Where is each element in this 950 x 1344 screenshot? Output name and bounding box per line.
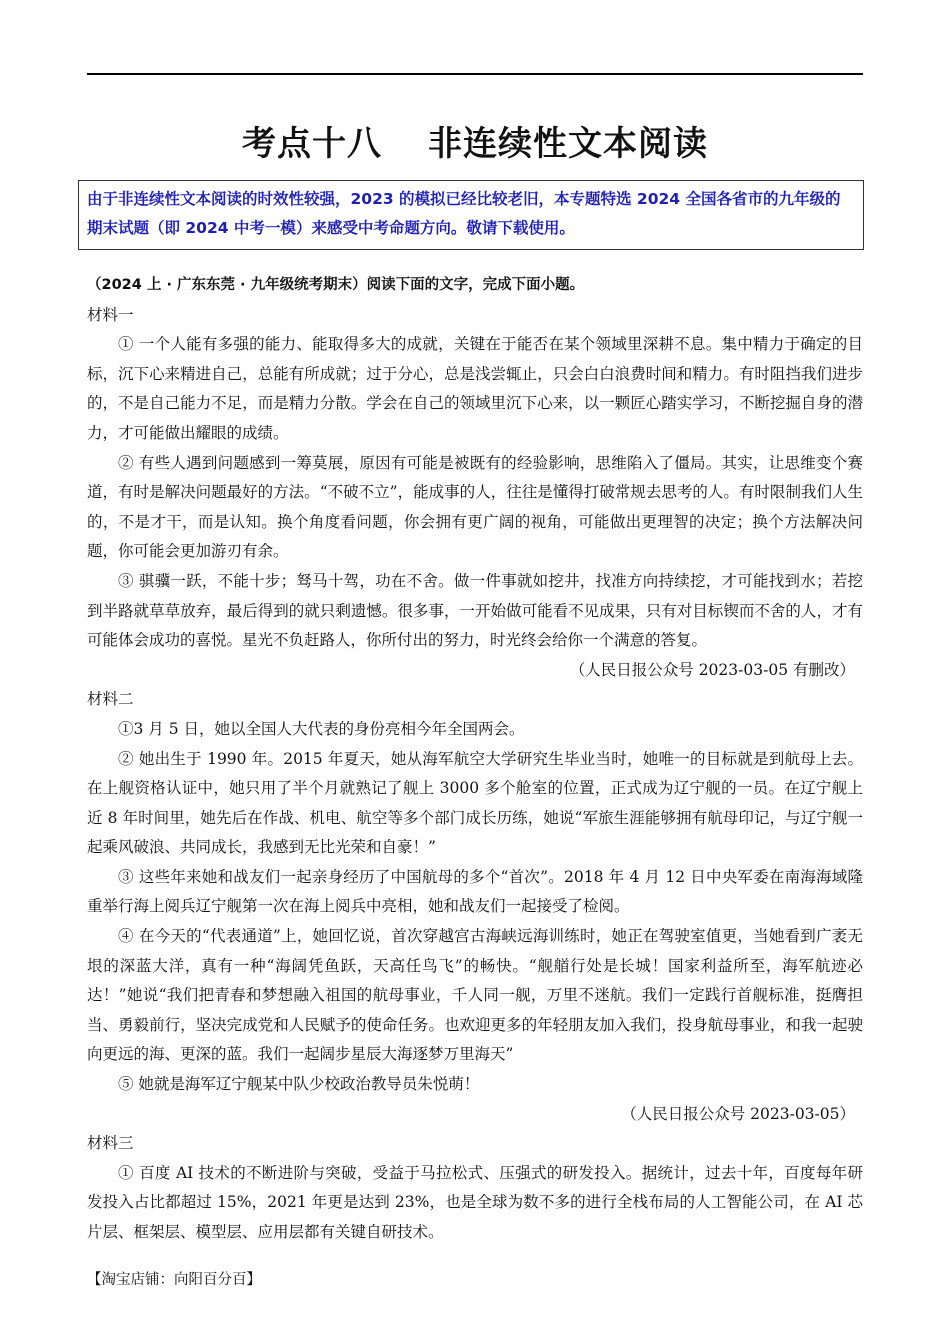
- title-left: 考点十八: [242, 124, 382, 164]
- material-1-paragraph-2: ② 有些人遇到问题感到一筹莫展，原因有可能是被既有的经验影响，思维陷入了僵局。其实，让思维变个赛道，有时是解决问题最好的方法。“不破不立”，能成事的人，往往是懂得打破常规去思考的人。有时限制我们人生的，不是才干，而是认知。换个角度看问题，你会拥有更广阔的视角，可能做出更理智的决定；换个方法解决问题，你可能会更加游刃有余。: [87, 453, 863, 561]
- material-1-paragraph-1: ① 一个人能有多强的能力、能取得多大的成就，关键在于能否在某个领域里深耕不息。集中精力于确定的目标，沉下心来精进自己，总能有所成就；过于分心，总是浅尝辄止，只会白白浪费时间和精力。有时阻挡我们进步的，不是自己能力不足，而是精力分散。学会在自己的领域里沉下心来，以一颗匠心踏实学习，不断挖掘自身的潜力，才可能做出耀眼的成绩。: [87, 335, 863, 442]
- material-3-paragraph-1: ① 百度 AI 技术的不断进阶与突破，受益于马拉松式、压强式的研发投入。据统计，过去十年，百度每年研发投入占比都超过 15%，2021 年更是达到 23%，也是全球为数不多的进行全栈布局的人工智能公司，在 AI 芯片层、框架层、模型层、应用层都有关键自研技术。: [87, 1163, 863, 1241]
- material-2-citation: （人民日报公众号 2023-03-05）: [621, 1104, 855, 1123]
- page-title: [87, 116, 863, 165]
- material-1-label: 材料一: [87, 305, 134, 324]
- header-rule: [87, 73, 863, 75]
- title-right: 非连续性文本阅读: [428, 124, 708, 164]
- notice-box: 由于非连续性文本阅读的时效性较强，2023 的模拟已经比较老旧，本专题特选 2024 全国各省市的九年级的期末试题（即 2024 中考一模）来感受中考命题方向。敬请下载使用。: [78, 180, 864, 250]
- material-1-citation: （人民日报公众号 2023-03-05 有删改）: [569, 660, 855, 679]
- material-2-paragraph-2: ② 她出生于 1990 年。2015 年夏天，她从海军航空大学研究生毕业当时，她唯一的目标就是到航母上去。在上舰资格认证中，她只用了半个月就熟记了舰上 3000 多个舱室的位置，正式成为辽宁舰的一员。在辽宁舰上近 8 年时间里，她先后在作战、机电、航空等多个部门成长历练，她说“军旅生涯能够拥有航母印记，与辽宁舰一起乘风破浪、共同成长，我感到无比光荣和自豪！”: [87, 749, 863, 857]
- material-1-paragraph-3: ③ 骐骥一跃，不能十步；驽马十驾，功在不舍。做一件事就如挖井，找准方向持续挖，才可能找到水；若挖到半路就草草放弃，最后得到的就只剩遗憾。很多事，一开始做可能看不见成果，只有对目标锲而不舍的人，才有可能体会成功的喜悦。星光不负赶路人，你所付出的努力，时光终会给你一个满意的答复。: [87, 571, 863, 650]
- material-2-label: 材料二: [87, 690, 134, 709]
- material-2-paragraph-3: ③ 这些年来她和战友们一起亲身经历了中国航母的多个“首次”。2018 年 4 月 12 日中央军委在南海海域隆重举行海上阅兵辽宁舰第一次在海上阅兵中亮相，她和战友们一起接受了检阅。: [87, 867, 863, 916]
- material-2-paragraph-4: ④ 在今天的“代表通道”上，她回忆说，首次穿越宫古海峡远海训练时，她正在驾驶室值更，当她看到广袤无垠的深蓝大洋，真有一种“海阔凭鱼跃，天高任鸟飞”的畅快。“舰艏行处是长城！国家利益所至，海军航迹必达！”她说“我们把青春和梦想融入祖国的航母事业，千人同一舰，万里不迷航。我们一定践行首舰标准，挺膺担当、勇毅前行，坚决完成党和人民赋予的使命任务。也欢迎更多的年轻朋友加入我们，投身航母事业，和我一起驶向更远的海、更深的蓝。我们一起阔步星辰大海逐梦万里海天”: [87, 927, 863, 1064]
- article-content: [87, 271, 863, 1248]
- footer-shop-note: 【淘宝店铺：向阳百分百】: [87, 1272, 261, 1288]
- material-3-label: 材料三: [87, 1134, 134, 1153]
- material-2-paragraph-1: ①3 月 5 日，她以全国人大代表的身份亮相今年全国两会。: [118, 719, 525, 738]
- question-source: （2024 上 · 广东东莞 · 九年级统考期末）阅读下面的文字，完成下面小题。: [87, 277, 585, 293]
- material-2-paragraph-5: ⑤ 她就是海军辽宁舰某中队少校政治教导员朱悦萌！: [118, 1075, 480, 1094]
